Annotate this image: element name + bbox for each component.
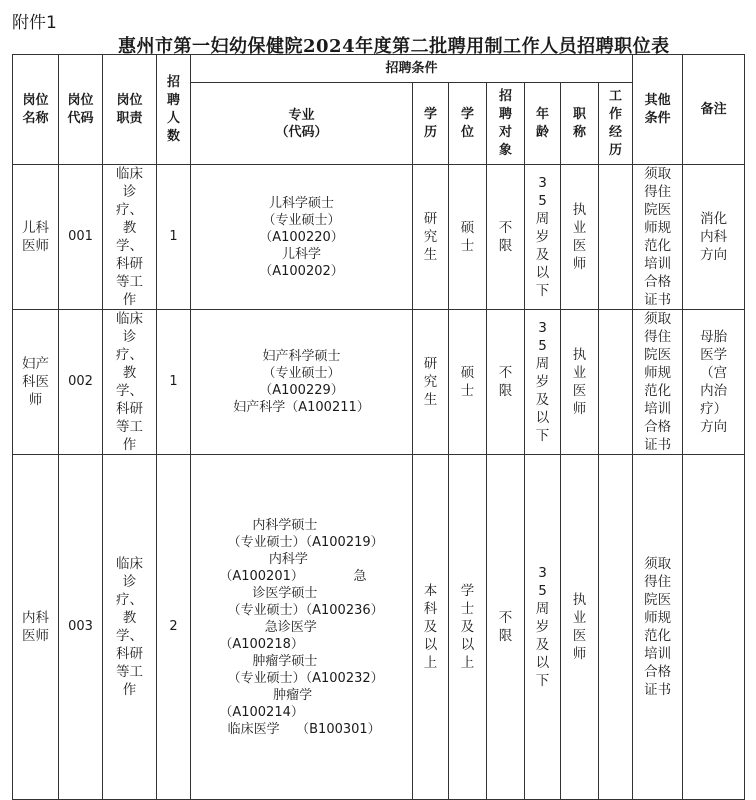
education-cell: 研究生 bbox=[413, 310, 449, 455]
page-title: 惠州市第一妇幼保健院2024年度第二批聘用制工作人员招聘职位表 bbox=[118, 36, 670, 57]
post-code-cell: 003 bbox=[59, 455, 103, 800]
table-row bbox=[13, 310, 745, 455]
target-cell: 不限 bbox=[487, 310, 525, 455]
major-cell: 妇产科学硕士 （专业硕士） （A100229） 妇产科学（A100211） bbox=[191, 310, 413, 455]
header-count: 招聘人数 bbox=[157, 55, 191, 165]
title-rank-cell: 执业医师 bbox=[561, 455, 599, 800]
header-conditions: 招聘条件 bbox=[191, 55, 633, 83]
target-cell: 不限 bbox=[487, 165, 525, 310]
education-cell: 本科及以上 bbox=[413, 455, 449, 800]
major-cell: 儿科学硕士 （专业硕士） （A100220） 儿科学 （A100202） bbox=[191, 165, 413, 310]
degree-cell: 硕士 bbox=[449, 165, 487, 310]
header-major: 专业 （代码） bbox=[191, 83, 413, 165]
header-age: 年龄 bbox=[525, 83, 561, 165]
age-cell: 35周岁及以下 bbox=[525, 455, 561, 800]
age-cell: 35周岁及以下 bbox=[525, 310, 561, 455]
recruitment-table bbox=[12, 54, 745, 800]
post-name-cell: 妇产科医师 bbox=[13, 310, 59, 455]
post-duty-cell: 临床诊疗、教学、科研等工作 bbox=[103, 165, 157, 310]
target-cell: 不限 bbox=[487, 455, 525, 800]
table-row bbox=[13, 455, 745, 800]
age-cell: 35周岁及以下 bbox=[525, 165, 561, 310]
experience-cell bbox=[599, 455, 633, 800]
post-code-cell: 002 bbox=[59, 310, 103, 455]
post-duty-cell: 临床诊疗、教学、科研等工作 bbox=[103, 455, 157, 800]
other-cell: 须取得住院医师规范化培训合格证书 bbox=[633, 310, 683, 455]
header-education: 学历 bbox=[413, 83, 449, 165]
remark-cell: 母胎医学（宫内治疗）方向 bbox=[683, 310, 745, 455]
header-title-rank: 职称 bbox=[561, 83, 599, 165]
title-rank-cell: 执业医师 bbox=[561, 165, 599, 310]
education-cell: 研究生 bbox=[413, 165, 449, 310]
count-cell: 1 bbox=[157, 310, 191, 455]
title-rank-cell: 执业医师 bbox=[561, 310, 599, 455]
degree-cell: 学士及以上 bbox=[449, 455, 487, 800]
post-duty-cell: 临床诊疗、教学、科研等工作 bbox=[103, 310, 157, 455]
remark-cell bbox=[683, 455, 745, 800]
header-target: 招聘对象 bbox=[487, 83, 525, 165]
header-row-top bbox=[13, 55, 745, 83]
remark-cell: 消化内科方向 bbox=[683, 165, 745, 310]
other-cell: 须取得住院医师规范化培训合格证书 bbox=[633, 165, 683, 310]
header-post-code: 岗位代码 bbox=[59, 55, 103, 165]
post-name-cell: 内科医师 bbox=[13, 455, 59, 800]
post-name-cell: 儿科医师 bbox=[13, 165, 59, 310]
header-remark: 备注 bbox=[683, 55, 745, 165]
major-cell: 内科学硕士 （专业硕士）（A100219） 内科学 （A100201） 急 诊医学硕士 （专业硕士）（A100236） 急诊医学 （A100218） 肿瘤学硕士 （专业硕士）（A100232） 肿瘤学 （A100214） 临床医学 （B100301） bbox=[191, 455, 413, 800]
other-cell: 须取得住院医师规范化培训合格证书 bbox=[633, 455, 683, 800]
count-cell: 1 bbox=[157, 165, 191, 310]
experience-cell bbox=[599, 165, 633, 310]
header-experience: 工作经历 bbox=[599, 83, 633, 165]
header-post-duty: 岗位职责 bbox=[103, 55, 157, 165]
degree-cell: 硕士 bbox=[449, 310, 487, 455]
experience-cell bbox=[599, 310, 633, 455]
count-cell: 2 bbox=[157, 455, 191, 800]
header-other: 其他条件 bbox=[633, 55, 683, 165]
post-code-cell: 001 bbox=[59, 165, 103, 310]
table-row bbox=[13, 165, 745, 310]
annex-label: 附件1 bbox=[12, 13, 57, 33]
header-post-name: 岗位名称 bbox=[13, 55, 59, 165]
header-degree: 学位 bbox=[449, 83, 487, 165]
